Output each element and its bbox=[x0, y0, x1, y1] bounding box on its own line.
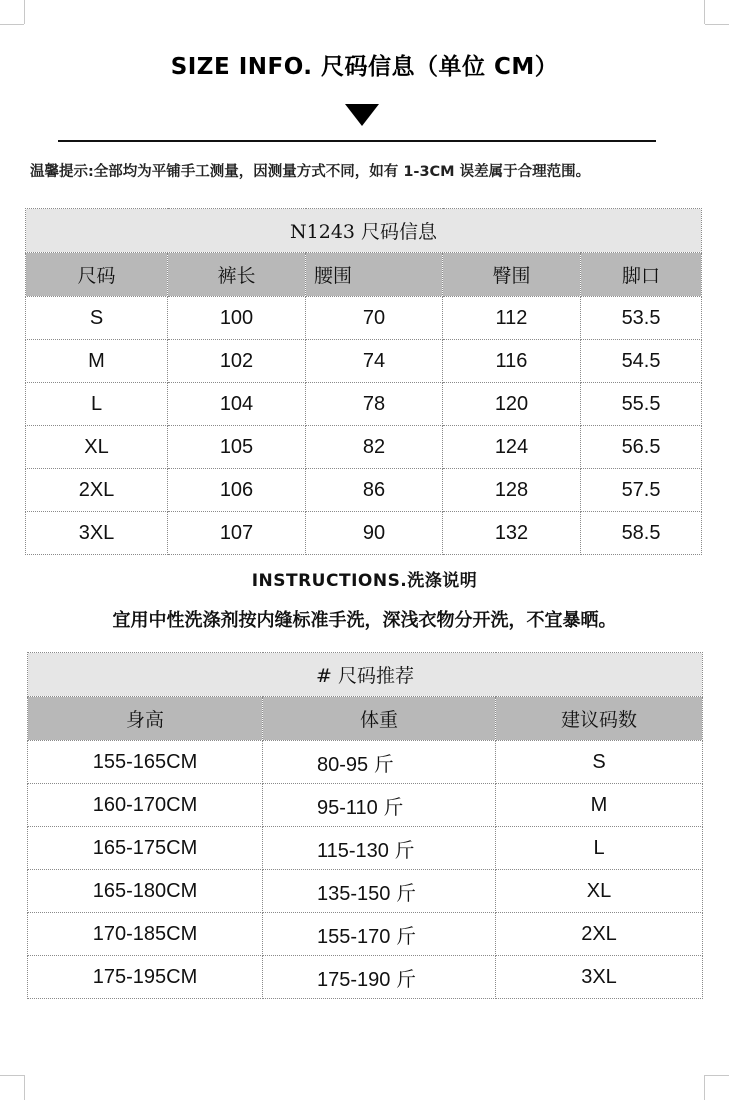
length-cell: 107 bbox=[168, 512, 306, 555]
size-cell: M bbox=[26, 340, 168, 383]
hem-cell: 57.5 bbox=[581, 469, 702, 512]
waist-cell: 78 bbox=[306, 383, 443, 426]
recommend-table-caption-row bbox=[28, 653, 703, 697]
hip-cell: 124 bbox=[443, 426, 581, 469]
recommend-table bbox=[27, 652, 703, 999]
waist-cell: 74 bbox=[306, 340, 443, 383]
crop-mark bbox=[24, 0, 25, 24]
hip-cell: 128 bbox=[443, 469, 581, 512]
recommended-size-cell: L bbox=[496, 827, 703, 870]
length-cell: 100 bbox=[168, 297, 306, 340]
table-row bbox=[28, 784, 703, 827]
divider bbox=[58, 140, 656, 142]
hem-cell: 54.5 bbox=[581, 340, 702, 383]
measurement-note: 温馨提示:全部均为平铺手工测量，因测量方式不同，如有 1-3CM 误差属于合理范围。 bbox=[30, 164, 591, 180]
table-row bbox=[26, 426, 702, 469]
hem-cell: 58.5 bbox=[581, 512, 702, 555]
column-header: 尺码 bbox=[26, 253, 168, 297]
recommended-size-cell: 2XL bbox=[496, 913, 703, 956]
recommended-size-cell: M bbox=[496, 784, 703, 827]
crop-mark bbox=[704, 0, 705, 24]
hem-cell: 53.5 bbox=[581, 297, 702, 340]
size-cell: 2XL bbox=[26, 469, 168, 512]
crop-mark bbox=[0, 1075, 24, 1076]
table-row bbox=[28, 741, 703, 784]
height-cell: 160-170CM bbox=[28, 784, 263, 827]
column-header: 体重 bbox=[263, 697, 496, 741]
table-row bbox=[28, 913, 703, 956]
height-cell: 175-195CM bbox=[28, 956, 263, 999]
table-row bbox=[28, 827, 703, 870]
column-header: 建议码数 bbox=[496, 697, 703, 741]
column-header: 身高 bbox=[28, 697, 263, 741]
table-row bbox=[26, 383, 702, 426]
table-row bbox=[26, 340, 702, 383]
recommended-size-cell: S bbox=[496, 741, 703, 784]
size-cell: S bbox=[26, 297, 168, 340]
length-cell: 105 bbox=[168, 426, 306, 469]
table-row bbox=[26, 469, 702, 512]
hip-cell: 112 bbox=[443, 297, 581, 340]
crop-mark bbox=[705, 24, 729, 25]
table-row bbox=[28, 956, 703, 999]
column-header: 臀围 bbox=[443, 253, 581, 297]
page-title: SIZE INFO. 尺码信息（单位 CM） bbox=[170, 54, 559, 80]
column-header: 裤长 bbox=[168, 253, 306, 297]
column-header: 腰围 bbox=[306, 253, 443, 297]
weight-cell: 135-150 斤 bbox=[263, 870, 496, 913]
size-cell: 3XL bbox=[26, 512, 168, 555]
waist-cell: 90 bbox=[306, 512, 443, 555]
hip-cell: 120 bbox=[443, 383, 581, 426]
weight-cell: 80-95 斤 bbox=[263, 741, 496, 784]
weight-cell: 175-190 斤 bbox=[263, 956, 496, 999]
hip-cell: 116 bbox=[443, 340, 581, 383]
hip-cell: 132 bbox=[443, 512, 581, 555]
recommended-size-cell: XL bbox=[496, 870, 703, 913]
hem-cell: 56.5 bbox=[581, 426, 702, 469]
hem-cell: 55.5 bbox=[581, 383, 702, 426]
recommended-size-cell: 3XL bbox=[496, 956, 703, 999]
length-cell: 102 bbox=[168, 340, 306, 383]
size-table bbox=[25, 208, 702, 555]
crop-mark bbox=[0, 24, 24, 25]
instructions-text: 宜用中性洗涤剂按内缝标准手洗，深浅衣物分开洗，不宜暴晒。 bbox=[112, 610, 617, 631]
recommend-table-caption: # 尺码推荐 bbox=[28, 653, 703, 697]
column-header: 脚口 bbox=[581, 253, 702, 297]
length-cell: 104 bbox=[168, 383, 306, 426]
down-arrow-icon bbox=[345, 104, 379, 126]
table-row bbox=[26, 512, 702, 555]
weight-cell: 155-170 斤 bbox=[263, 913, 496, 956]
waist-cell: 70 bbox=[306, 297, 443, 340]
size-cell: XL bbox=[26, 426, 168, 469]
crop-mark bbox=[704, 1075, 705, 1100]
height-cell: 165-180CM bbox=[28, 870, 263, 913]
height-cell: 155-165CM bbox=[28, 741, 263, 784]
crop-mark bbox=[24, 1075, 25, 1100]
crop-mark bbox=[705, 1075, 729, 1076]
table-row bbox=[26, 297, 702, 340]
size-table-caption: N1243 尺码信息 bbox=[26, 209, 702, 253]
table-row bbox=[28, 870, 703, 913]
size-cell: L bbox=[26, 383, 168, 426]
height-cell: 165-175CM bbox=[28, 827, 263, 870]
recommend-table-header-row bbox=[28, 697, 703, 741]
instructions-title: INSTRUCTIONS.洗涤说明 bbox=[251, 571, 478, 591]
size-table-caption-row bbox=[26, 209, 702, 253]
length-cell: 106 bbox=[168, 469, 306, 512]
weight-cell: 95-110 斤 bbox=[263, 784, 496, 827]
waist-cell: 86 bbox=[306, 469, 443, 512]
waist-cell: 82 bbox=[306, 426, 443, 469]
weight-cell: 115-130 斤 bbox=[263, 827, 496, 870]
size-table-header-row bbox=[26, 253, 702, 297]
height-cell: 170-185CM bbox=[28, 913, 263, 956]
